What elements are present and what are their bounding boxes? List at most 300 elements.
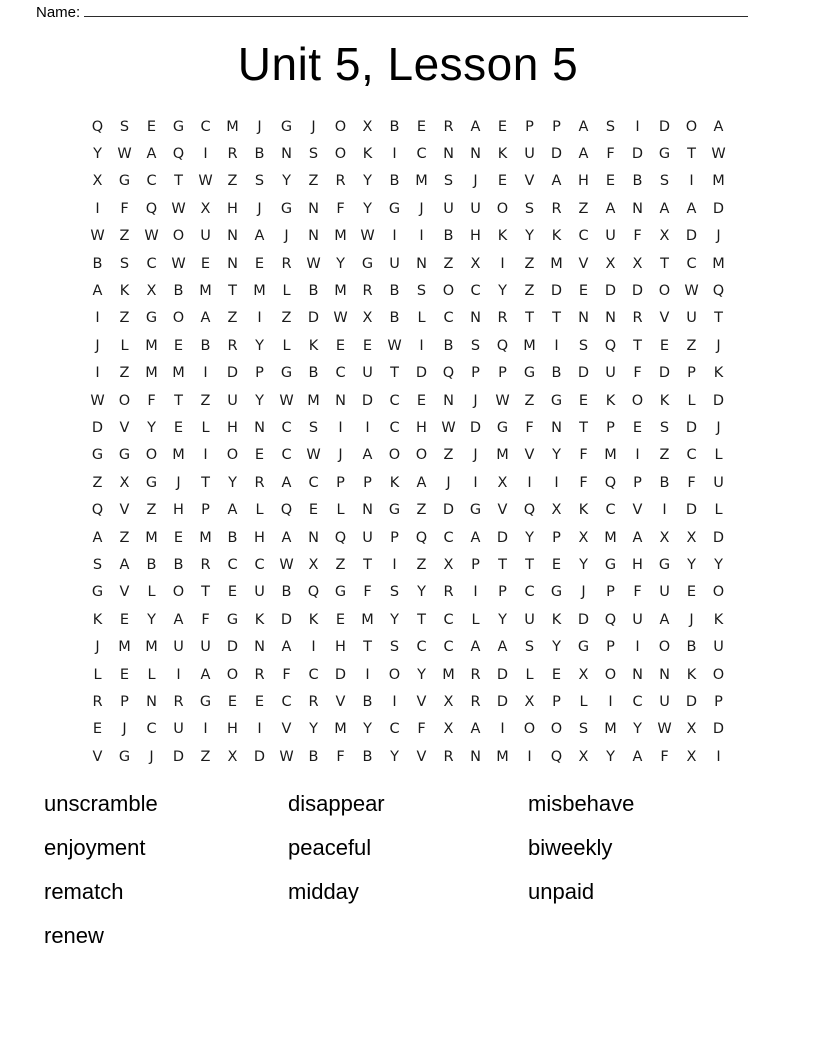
grid-cell[interactable]: U [713, 474, 724, 491]
grid-cell[interactable]: Z [659, 447, 670, 464]
grid-cell[interactable]: W [360, 228, 375, 245]
grid-cell[interactable]: R [443, 118, 454, 135]
grid-cell[interactable]: I [95, 310, 100, 327]
grid-cell[interactable]: D [631, 146, 644, 163]
grid-cell[interactable]: A [686, 200, 697, 217]
grid-cell[interactable]: L [579, 693, 588, 710]
grid-cell[interactable]: J [473, 392, 478, 409]
grid-cell[interactable]: B [254, 146, 265, 163]
grid-cell[interactable]: T [660, 255, 669, 272]
grid-cell[interactable]: R [470, 666, 481, 683]
grid-cell[interactable]: V [524, 173, 535, 190]
grid-cell[interactable]: Q [442, 365, 455, 382]
grid-cell[interactable]: S [389, 639, 400, 656]
grid-cell[interactable]: S [308, 419, 319, 436]
grid-cell[interactable]: A [173, 611, 184, 628]
grid-cell[interactable]: Q [712, 283, 725, 300]
grid-cell[interactable]: D [550, 146, 563, 163]
grid-cell[interactable]: X [686, 748, 697, 765]
grid-cell[interactable]: P [363, 474, 372, 491]
grid-cell[interactable]: W [171, 200, 186, 217]
grid-cell[interactable]: C [389, 721, 400, 738]
grid-cell[interactable]: W [171, 255, 186, 272]
grid-cell[interactable]: V [416, 693, 427, 710]
grid-cell[interactable]: N [227, 255, 238, 272]
grid-cell[interactable]: M [442, 666, 455, 683]
grid-cell[interactable]: N [416, 255, 427, 272]
grid-cell[interactable]: P [714, 693, 723, 710]
grid-cell[interactable]: M [712, 173, 725, 190]
grid-cell[interactable]: R [92, 693, 103, 710]
grid-cell[interactable]: A [200, 666, 211, 683]
grid-cell[interactable]: K [308, 337, 319, 354]
grid-cell[interactable]: Q [604, 611, 617, 628]
grid-cell[interactable]: M [226, 118, 239, 135]
grid-cell[interactable]: Y [363, 200, 372, 217]
grid-cell[interactable]: X [92, 173, 103, 190]
grid-cell[interactable]: M [334, 283, 347, 300]
grid-cell[interactable]: J [689, 611, 694, 628]
grid-cell[interactable]: N [632, 200, 643, 217]
grid-cell[interactable]: Y [417, 666, 426, 683]
grid-cell[interactable]: L [714, 447, 723, 464]
grid-cell[interactable]: G [361, 255, 374, 272]
grid-cell[interactable]: Q [145, 200, 158, 217]
grid-cell[interactable]: U [443, 200, 454, 217]
grid-cell[interactable]: C [416, 146, 427, 163]
grid-cell[interactable]: M [496, 748, 509, 765]
grid-cell[interactable]: S [92, 556, 103, 573]
grid-cell[interactable]: E [578, 392, 589, 409]
word-search-grid[interactable] [84, 113, 732, 770]
grid-cell[interactable]: G [523, 365, 536, 382]
word-list-item[interactable]: disappear [288, 791, 385, 816]
grid-cell[interactable]: P [471, 365, 480, 382]
grid-cell[interactable]: L [93, 666, 102, 683]
grid-cell[interactable]: O [523, 721, 536, 738]
grid-cell[interactable]: T [687, 146, 696, 163]
grid-cell[interactable]: W [711, 146, 726, 163]
grid-cell[interactable]: F [660, 748, 669, 765]
grid-cell[interactable]: G [226, 611, 239, 628]
grid-cell[interactable]: E [362, 337, 373, 354]
grid-cell[interactable]: A [416, 474, 427, 491]
grid-cell[interactable]: B [389, 173, 400, 190]
grid-cell[interactable]: F [336, 200, 345, 217]
grid-cell[interactable]: F [687, 474, 696, 491]
grid-cell[interactable]: X [524, 693, 535, 710]
grid-cell[interactable]: E [92, 721, 103, 738]
grid-cell[interactable]: I [554, 474, 559, 491]
grid-cell[interactable]: Y [363, 173, 372, 190]
grid-cell[interactable]: X [443, 693, 454, 710]
grid-cell[interactable]: E [686, 584, 697, 601]
grid-cell[interactable]: C [254, 556, 265, 573]
grid-cell[interactable]: T [633, 337, 642, 354]
grid-cell[interactable]: P [201, 502, 210, 519]
grid-cell[interactable]: G [658, 146, 671, 163]
grid-cell[interactable]: F [525, 419, 534, 436]
grid-cell[interactable]: V [281, 721, 292, 738]
grid-cell[interactable]: G [199, 693, 212, 710]
grid-cell[interactable]: X [578, 529, 589, 546]
grid-cell[interactable]: J [284, 228, 289, 245]
grid-cell[interactable]: A [578, 146, 589, 163]
grid-cell[interactable]: M [361, 611, 374, 628]
grid-cell[interactable]: E [416, 118, 427, 135]
grid-cell[interactable]: V [335, 693, 346, 710]
grid-cell[interactable]: S [605, 118, 616, 135]
grid-cell[interactable]: B [146, 556, 157, 573]
grid-cell[interactable]: D [226, 365, 239, 382]
grid-cell[interactable]: Y [552, 639, 561, 656]
grid-cell[interactable]: K [308, 611, 319, 628]
grid-cell[interactable]: F [633, 365, 642, 382]
grid-cell[interactable]: M [172, 365, 185, 382]
grid-cell[interactable]: Y [633, 721, 642, 738]
grid-cell[interactable]: D [658, 365, 671, 382]
grid-cell[interactable]: B [389, 310, 400, 327]
grid-cell[interactable]: O [334, 118, 347, 135]
grid-cell[interactable]: C [308, 666, 319, 683]
grid-cell[interactable]: A [92, 283, 103, 300]
grid-cell[interactable]: Q [496, 337, 509, 354]
grid-cell[interactable]: Z [146, 502, 157, 519]
grid-cell[interactable]: A [200, 310, 211, 327]
grid-cell[interactable]: J [257, 200, 262, 217]
grid-cell[interactable]: E [254, 693, 265, 710]
grid-cell[interactable]: Y [363, 721, 372, 738]
grid-cell[interactable]: N [146, 693, 157, 710]
grid-cell[interactable]: I [392, 146, 397, 163]
grid-cell[interactable]: D [685, 502, 698, 519]
grid-cell[interactable]: A [470, 639, 481, 656]
grid-cell[interactable]: I [203, 447, 208, 464]
grid-cell[interactable]: R [551, 200, 562, 217]
grid-cell[interactable]: M [145, 529, 158, 546]
grid-cell[interactable]: R [227, 337, 238, 354]
grid-cell[interactable]: Z [686, 337, 697, 354]
grid-cell[interactable]: C [686, 255, 697, 272]
grid-cell[interactable]: B [389, 283, 400, 300]
grid-cell[interactable]: H [335, 639, 346, 656]
grid-cell[interactable]: V [524, 447, 535, 464]
grid-cell[interactable]: I [392, 228, 397, 245]
grid-cell[interactable]: X [443, 721, 454, 738]
grid-cell[interactable]: B [443, 337, 454, 354]
grid-cell[interactable]: O [604, 666, 617, 683]
grid-cell[interactable]: D [712, 529, 725, 546]
grid-cell[interactable]: Z [524, 255, 535, 272]
grid-cell[interactable]: G [118, 748, 131, 765]
grid-cell[interactable]: Y [714, 556, 723, 573]
grid-cell[interactable]: C [308, 474, 319, 491]
grid-cell[interactable]: I [338, 419, 343, 436]
word-list-item[interactable]: misbehave [528, 791, 635, 816]
grid-cell[interactable]: Y [498, 283, 507, 300]
grid-cell[interactable]: G [172, 118, 185, 135]
grid-cell[interactable]: L [417, 310, 426, 327]
grid-cell[interactable]: X [362, 118, 373, 135]
grid-cell[interactable]: U [200, 228, 211, 245]
grid-cell[interactable]: P [255, 365, 264, 382]
grid-cell[interactable]: E [416, 392, 427, 409]
grid-cell[interactable]: G [280, 118, 293, 135]
grid-cell[interactable]: A [470, 118, 481, 135]
grid-cell[interactable]: Y [525, 529, 534, 546]
grid-cell[interactable]: T [525, 556, 534, 573]
grid-cell[interactable]: E [551, 556, 562, 573]
grid-cell[interactable]: M [415, 173, 428, 190]
grid-cell[interactable]: D [604, 283, 617, 300]
word-list-item[interactable]: unscramble [44, 791, 158, 816]
grid-cell[interactable]: M [118, 639, 131, 656]
grid-cell[interactable]: C [443, 310, 454, 327]
grid-cell[interactable]: W [279, 748, 294, 765]
grid-cell[interactable]: K [605, 392, 616, 409]
grid-cell[interactable]: S [470, 337, 481, 354]
grid-cell[interactable]: D [577, 611, 590, 628]
grid-cell[interactable]: Q [91, 502, 104, 519]
grid-cell[interactable]: B [200, 337, 211, 354]
grid-cell[interactable]: A [470, 721, 481, 738]
grid-cell[interactable]: K [119, 283, 130, 300]
grid-cell[interactable]: C [335, 365, 346, 382]
grid-cell[interactable]: L [336, 502, 345, 519]
grid-cell[interactable]: S [119, 118, 130, 135]
grid-cell[interactable]: T [201, 584, 210, 601]
grid-cell[interactable]: W [279, 392, 294, 409]
grid-cell[interactable]: E [497, 173, 508, 190]
grid-cell[interactable]: F [606, 146, 615, 163]
grid-cell[interactable]: S [119, 255, 130, 272]
grid-cell[interactable]: I [635, 639, 640, 656]
grid-cell[interactable]: O [226, 447, 239, 464]
grid-cell[interactable]: G [496, 419, 509, 436]
grid-cell[interactable]: J [716, 337, 721, 354]
grid-cell[interactable]: A [227, 502, 238, 519]
grid-cell[interactable]: H [632, 556, 643, 573]
grid-cell[interactable]: L [147, 584, 156, 601]
grid-cell[interactable]: K [254, 611, 265, 628]
grid-cell[interactable]: J [95, 639, 100, 656]
grid-cell[interactable]: N [443, 392, 454, 409]
grid-cell[interactable]: V [578, 255, 589, 272]
grid-cell[interactable]: C [281, 693, 292, 710]
grid-cell[interactable]: N [335, 392, 346, 409]
grid-cell[interactable]: U [470, 200, 481, 217]
grid-cell[interactable]: I [257, 721, 262, 738]
grid-cell[interactable]: L [714, 502, 723, 519]
grid-cell[interactable]: V [416, 748, 427, 765]
grid-cell[interactable]: A [713, 118, 724, 135]
grid-cell[interactable]: P [687, 365, 696, 382]
grid-cell[interactable]: U [632, 611, 643, 628]
grid-cell[interactable]: W [387, 337, 402, 354]
grid-cell[interactable]: P [525, 118, 534, 135]
grid-cell[interactable]: E [551, 666, 562, 683]
grid-cell[interactable]: M [145, 337, 158, 354]
grid-cell[interactable]: T [363, 556, 372, 573]
grid-cell[interactable]: G [118, 173, 131, 190]
grid-cell[interactable]: U [227, 392, 238, 409]
grid-cell[interactable]: U [659, 584, 670, 601]
grid-cell[interactable]: U [173, 721, 184, 738]
grid-cell[interactable]: J [446, 474, 451, 491]
grid-cell[interactable]: U [389, 255, 400, 272]
grid-cell[interactable]: N [254, 639, 265, 656]
grid-cell[interactable]: P [390, 529, 399, 546]
grid-cell[interactable]: Z [119, 310, 130, 327]
grid-cell[interactable]: G [550, 392, 563, 409]
grid-cell[interactable]: C [281, 419, 292, 436]
grid-cell[interactable]: G [145, 474, 158, 491]
grid-cell[interactable]: W [441, 419, 456, 436]
grid-cell[interactable]: G [118, 447, 131, 464]
grid-cell[interactable]: O [172, 228, 185, 245]
grid-cell[interactable]: P [498, 584, 507, 601]
grid-cell[interactable]: T [174, 173, 183, 190]
grid-cell[interactable]: I [554, 337, 559, 354]
grid-cell[interactable]: X [497, 474, 508, 491]
grid-cell[interactable]: E [119, 611, 130, 628]
grid-cell[interactable]: B [308, 748, 319, 765]
grid-cell[interactable]: I [392, 556, 397, 573]
grid-cell[interactable]: D [226, 639, 239, 656]
grid-cell[interactable]: H [227, 200, 238, 217]
grid-cell[interactable]: O [388, 447, 401, 464]
grid-cell[interactable]: G [334, 584, 347, 601]
grid-cell[interactable]: E [632, 419, 643, 436]
grid-cell[interactable]: Z [200, 748, 211, 765]
grid-cell[interactable]: I [419, 228, 424, 245]
grid-cell[interactable]: D [253, 748, 266, 765]
grid-cell[interactable]: Q [172, 146, 185, 163]
grid-cell[interactable]: O [712, 666, 725, 683]
grid-cell[interactable]: B [92, 255, 103, 272]
grid-cell[interactable]: E [659, 337, 670, 354]
grid-cell[interactable]: I [365, 419, 370, 436]
grid-cell[interactable]: M [712, 255, 725, 272]
word-list-item[interactable]: biweekly [528, 835, 613, 860]
grid-cell[interactable]: U [362, 365, 373, 382]
grid-cell[interactable]: Z [119, 228, 130, 245]
grid-cell[interactable]: U [713, 639, 724, 656]
grid-cell[interactable]: J [338, 447, 343, 464]
grid-cell[interactable]: C [578, 228, 589, 245]
grid-cell[interactable]: R [335, 173, 346, 190]
grid-cell[interactable]: X [686, 529, 697, 546]
grid-cell[interactable]: N [605, 310, 616, 327]
grid-cell[interactable]: T [714, 310, 723, 327]
grid-cell[interactable]: B [362, 748, 373, 765]
grid-cell[interactable]: X [443, 556, 454, 573]
grid-cell[interactable]: Y [552, 447, 561, 464]
grid-cell[interactable]: B [551, 365, 562, 382]
grid-cell[interactable]: B [686, 639, 697, 656]
grid-cell[interactable]: Y [255, 392, 264, 409]
grid-cell[interactable]: E [146, 118, 157, 135]
grid-cell[interactable]: T [390, 365, 399, 382]
grid-cell[interactable]: W [684, 283, 699, 300]
grid-cell[interactable]: B [308, 365, 319, 382]
grid-cell[interactable]: C [605, 502, 616, 519]
grid-cell[interactable]: Q [604, 474, 617, 491]
grid-cell[interactable]: J [311, 118, 316, 135]
grid-cell[interactable]: P [471, 556, 480, 573]
grid-cell[interactable]: O [226, 666, 239, 683]
grid-cell[interactable]: Y [147, 419, 156, 436]
grid-cell[interactable]: N [227, 228, 238, 245]
grid-cell[interactable]: I [419, 337, 424, 354]
grid-cell[interactable]: C [443, 639, 454, 656]
grid-cell[interactable]: A [119, 556, 130, 573]
grid-cell[interactable]: E [200, 255, 211, 272]
grid-cell[interactable]: F [633, 584, 642, 601]
grid-cell[interactable]: B [173, 556, 184, 573]
grid-cell[interactable]: B [443, 228, 454, 245]
grid-cell[interactable]: C [443, 611, 454, 628]
grid-cell[interactable]: L [471, 611, 480, 628]
grid-cell[interactable]: L [282, 337, 291, 354]
grid-cell[interactable]: C [416, 639, 427, 656]
grid-cell[interactable]: Z [443, 447, 454, 464]
grid-cell[interactable]: E [173, 529, 184, 546]
grid-cell[interactable]: E [308, 502, 319, 519]
grid-cell[interactable]: M [523, 337, 536, 354]
grid-cell[interactable]: K [92, 611, 103, 628]
grid-cell[interactable]: N [308, 228, 319, 245]
grid-cell[interactable]: M [496, 447, 509, 464]
grid-cell[interactable]: T [498, 556, 507, 573]
grid-cell[interactable]: G [604, 556, 617, 573]
grid-cell[interactable]: P [120, 693, 129, 710]
grid-cell[interactable]: S [524, 639, 535, 656]
grid-cell[interactable]: Z [227, 310, 238, 327]
grid-cell[interactable]: A [254, 228, 265, 245]
grid-cell[interactable]: T [525, 310, 534, 327]
grid-cell[interactable]: M [172, 447, 185, 464]
grid-cell[interactable]: K [551, 228, 562, 245]
grid-cell[interactable]: Z [92, 474, 103, 491]
grid-cell[interactable]: P [606, 419, 615, 436]
grid-cell[interactable]: U [524, 146, 535, 163]
grid-cell[interactable]: I [527, 748, 532, 765]
grid-cell[interactable]: F [120, 200, 129, 217]
grid-cell[interactable]: N [254, 419, 265, 436]
grid-cell[interactable]: D [712, 721, 725, 738]
grid-cell[interactable]: T [552, 310, 561, 327]
grid-cell[interactable]: A [281, 639, 292, 656]
grid-cell[interactable]: M [307, 392, 320, 409]
grid-cell[interactable]: F [579, 447, 588, 464]
grid-cell[interactable]: G [280, 365, 293, 382]
grid-cell[interactable]: R [632, 310, 643, 327]
grid-cell[interactable]: J [419, 200, 424, 217]
grid-cell[interactable]: P [552, 529, 561, 546]
grid-cell[interactable]: N [470, 310, 481, 327]
grid-cell[interactable]: G [91, 584, 104, 601]
grid-cell[interactable]: R [470, 693, 481, 710]
grid-cell[interactable]: I [635, 447, 640, 464]
grid-cell[interactable]: O [415, 447, 428, 464]
grid-cell[interactable]: W [657, 721, 672, 738]
grid-cell[interactable]: Q [307, 584, 320, 601]
grid-cell[interactable]: L [687, 392, 696, 409]
grid-cell[interactable]: F [147, 392, 156, 409]
grid-cell[interactable]: M [334, 228, 347, 245]
grid-cell[interactable]: L [255, 502, 264, 519]
